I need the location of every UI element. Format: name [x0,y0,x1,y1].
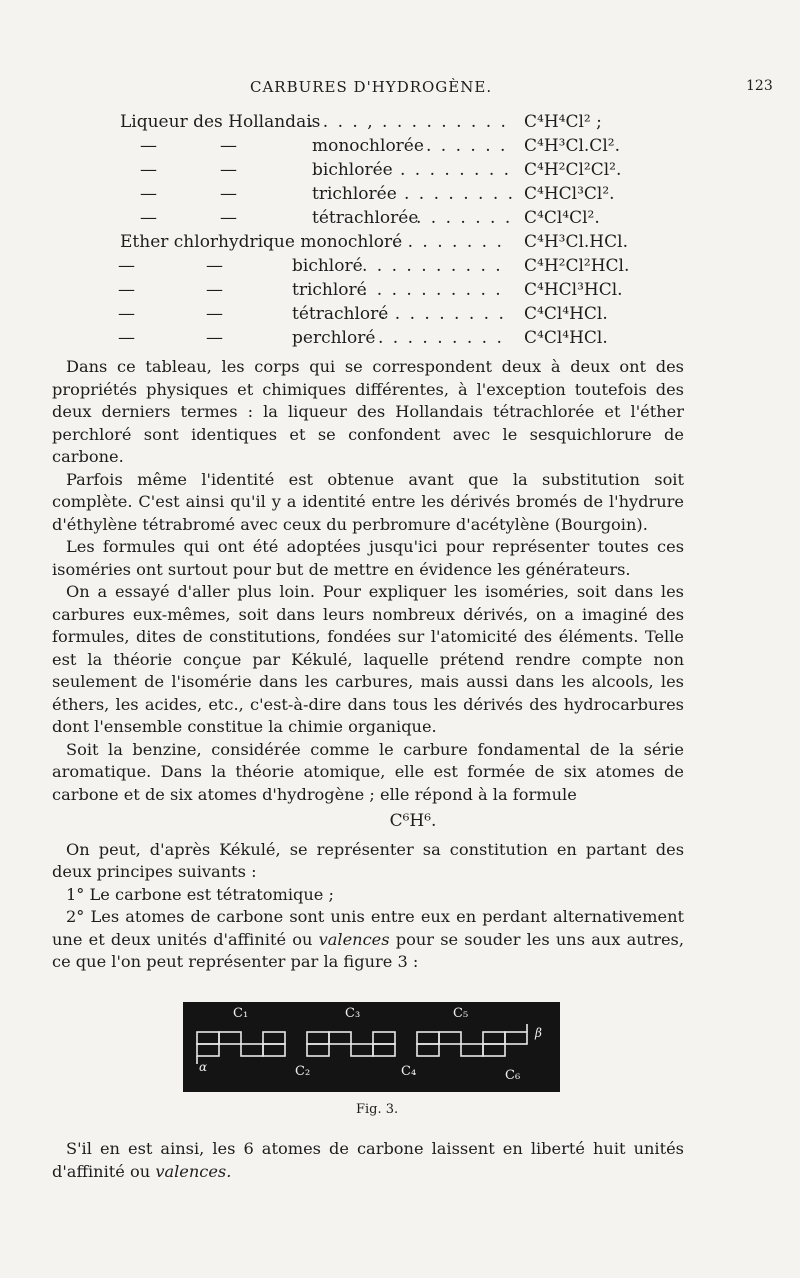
leader-dots: . . . . . . . . . [378,232,504,252]
atom-label-c5: C₅ [453,1006,469,1021]
compound-formula: C⁴H³Cl.HCl. [524,232,628,252]
compound-formula: C⁴Cl⁴HCl. [524,304,608,324]
table-row [0,206,800,230]
compound-name: Ether chlorhydrique monochloré [120,232,403,252]
leader-dots: . . . . . . . . . [378,328,504,348]
principle-2-tail: pour se souder les uns aux autres, ce que l'on peut représenter par la figure 3 : [52,929,684,971]
label-alpha: α [199,1060,208,1074]
bond-block [417,1044,439,1056]
closing-italic: valences. [155,1161,232,1181]
table-row [0,278,800,302]
running-title: CARBURES D'HYDROGÈNE. [250,78,493,96]
ditto-dash: — [220,184,237,204]
bond-block [373,1032,395,1044]
bond-block [329,1032,351,1044]
page-header [0,78,800,102]
ditto-dash: — [118,328,135,348]
compound-formula: C⁴HCl³HCl. [524,280,623,300]
closing-text [52,1138,684,1183]
paragraph: Parfois même l'identité est obtenue avant que la substitution soit complète. C'est ainsi qu'il y a identité entre les dérivés bromés de l'hydrure d'éthylène tétrabromé avec ceux du perbromure d'acétylène (Bourgoin). [52,469,684,534]
compound-formula: C⁴H²Cl²Cl². [524,160,622,180]
paragraph: On peut, d'après Kékulé, se représenter sa constitution en partant des deux principes suivants : [52,839,684,881]
bond-block [197,1044,219,1056]
atom-label-c3: C₃ [345,1006,361,1021]
compound-name: perchloré [292,328,376,348]
ditto-dash: — [206,256,223,276]
paragraph: On a essayé d'aller plus loin. Pour expliquer les isoméries, soit dans les carbures eux-mêmes, soit dans leurs nombreux dérivés, on a imaginé des formules, dites de constitutions, fondées sur l'atomicité des éléments. Telle est la théorie conçue par Kékulé, laquelle prétend rendre compte non seulement de l'isomérie dans les carbures, mais aussi dans les alcools, les éthers, les acides, etc., c'est-à-dire dans tous les dérivés des hydrocarbures dont l'ensemble constitue la chimie organique. [52,582,684,736]
compound-name: tétrachlorée [312,208,419,228]
bond-block [505,1032,527,1044]
paragraph [52,1138,684,1183]
table-row [0,254,800,278]
paragraph: Les formules qui ont été adoptées jusqu'ici pour représenter toutes ces isoméries ont surtout pour but de mettre en évidence les générateurs. [52,537,684,579]
compound-formula: C⁴Cl⁴Cl². [524,208,600,228]
leader-dots: . . . . . . [426,136,508,156]
ditto-dash: — [118,304,135,324]
ditto-dash: — [206,328,223,348]
closing-sentence: S'il en est ainsi, les 6 atomes de carbone laissent en liberté huit unités d'affinité ou [52,1139,684,1181]
ditto-dash: — [220,136,237,156]
ditto-dash: — [118,256,135,276]
compound-formula: C⁴HCl³Cl². [524,184,615,204]
bond-block [483,1032,505,1044]
paragraph: Dans ce tableau, les corps qui se correspondent deux à deux ont des propriétés physiques et chimiques différentes, à l'exception toutefois des deux derniers termes : la liqueur des Hollandais tétrachlorée et l'éther perchloré sont identiques et se confondent avec le sesquichlorure de carbone. [52,357,684,466]
compound-name: bichlorée [312,160,393,180]
atom-label-c4: C₄ [401,1064,417,1079]
bond-block [351,1044,373,1056]
body-text [52,356,684,974]
bond-block [307,1032,329,1044]
paragraph: Soit la benzine, considérée comme le carbure fondamental de la série aromatique. Dans la théorie atomique, elle est formée de six atomes de carbone et de six atomes d'hydrogène ; elle répond à la formule [52,739,684,804]
benzene-formula: C⁶H⁶. [389,811,437,831]
table-row [0,134,800,158]
table-row [0,158,800,182]
table-row [0,230,800,254]
bond-block [263,1044,285,1056]
compound-name: bichloré [292,256,363,276]
leader-dots: . . . . . . . . . [380,304,506,324]
bond-block [483,1044,505,1056]
bond-block [263,1032,285,1044]
leader-dots: . . . . . . . . [404,184,516,204]
compound-formula: C⁴H²Cl²HCl. [524,256,630,276]
atom-label-c2: C₂ [295,1064,311,1079]
compound-name: monochlorée [312,136,424,156]
table-row [0,302,800,326]
table-row [0,110,800,134]
principle-2-text: 2° Les atomes de carbone sont unis entre eux en perdant alternativement une et deux unités d'affinité ou [52,907,684,949]
ditto-dash: — [118,280,135,300]
page-number: 123 [746,78,773,94]
principle-2 [52,906,684,974]
compound-name: Liqueur des Hollandais [120,112,321,132]
leader-dots: . . . . . . . . [400,160,512,180]
ditto-dash: — [140,184,157,204]
bond-block [373,1044,395,1056]
ditto-dash: — [206,280,223,300]
bond-block [461,1044,483,1056]
compound-formula: C⁴H⁴Cl² ; [524,112,602,132]
leader-dots: . . . . . . . . . . [362,280,503,300]
compound-name: trichlorée [312,184,397,204]
compound-name: tétrachloré [292,304,389,324]
leader-dots: . . . . . . . . . . [362,256,503,276]
bond-block [439,1032,461,1044]
table-row [0,182,800,206]
leader-dots: . . . . . . . [416,208,513,228]
bond-block [241,1044,263,1056]
compound-name: trichloré [292,280,367,300]
principle-1: 1° Le carbone est tétratomique ; [66,884,334,904]
ditto-dash: — [140,136,157,156]
atom-label-c1: C₁ [233,1006,249,1021]
atom-label-c6: C₆ [505,1068,521,1083]
table-row [0,326,800,350]
figure-3-carbon-chain-diagram [183,1002,560,1092]
compound-formula: C⁴Cl⁴HCl. [524,328,608,348]
ditto-dash: — [220,208,237,228]
ditto-dash: — [140,160,157,180]
label-beta: β [535,1026,542,1040]
figure-caption: Fig. 3. [356,1102,399,1117]
ditto-dash: — [220,160,237,180]
principle-2-italic: valences [318,929,390,949]
bond-block [197,1032,219,1044]
ditto-dash: — [206,304,223,324]
bond-block [307,1044,329,1056]
ditto-dash: — [140,208,157,228]
bond-block [417,1032,439,1044]
compound-formula: C⁴H³Cl.Cl². [524,136,620,156]
leader-dots: . . . . , . . . . . . . . . [308,112,508,132]
bond-block [219,1032,241,1044]
